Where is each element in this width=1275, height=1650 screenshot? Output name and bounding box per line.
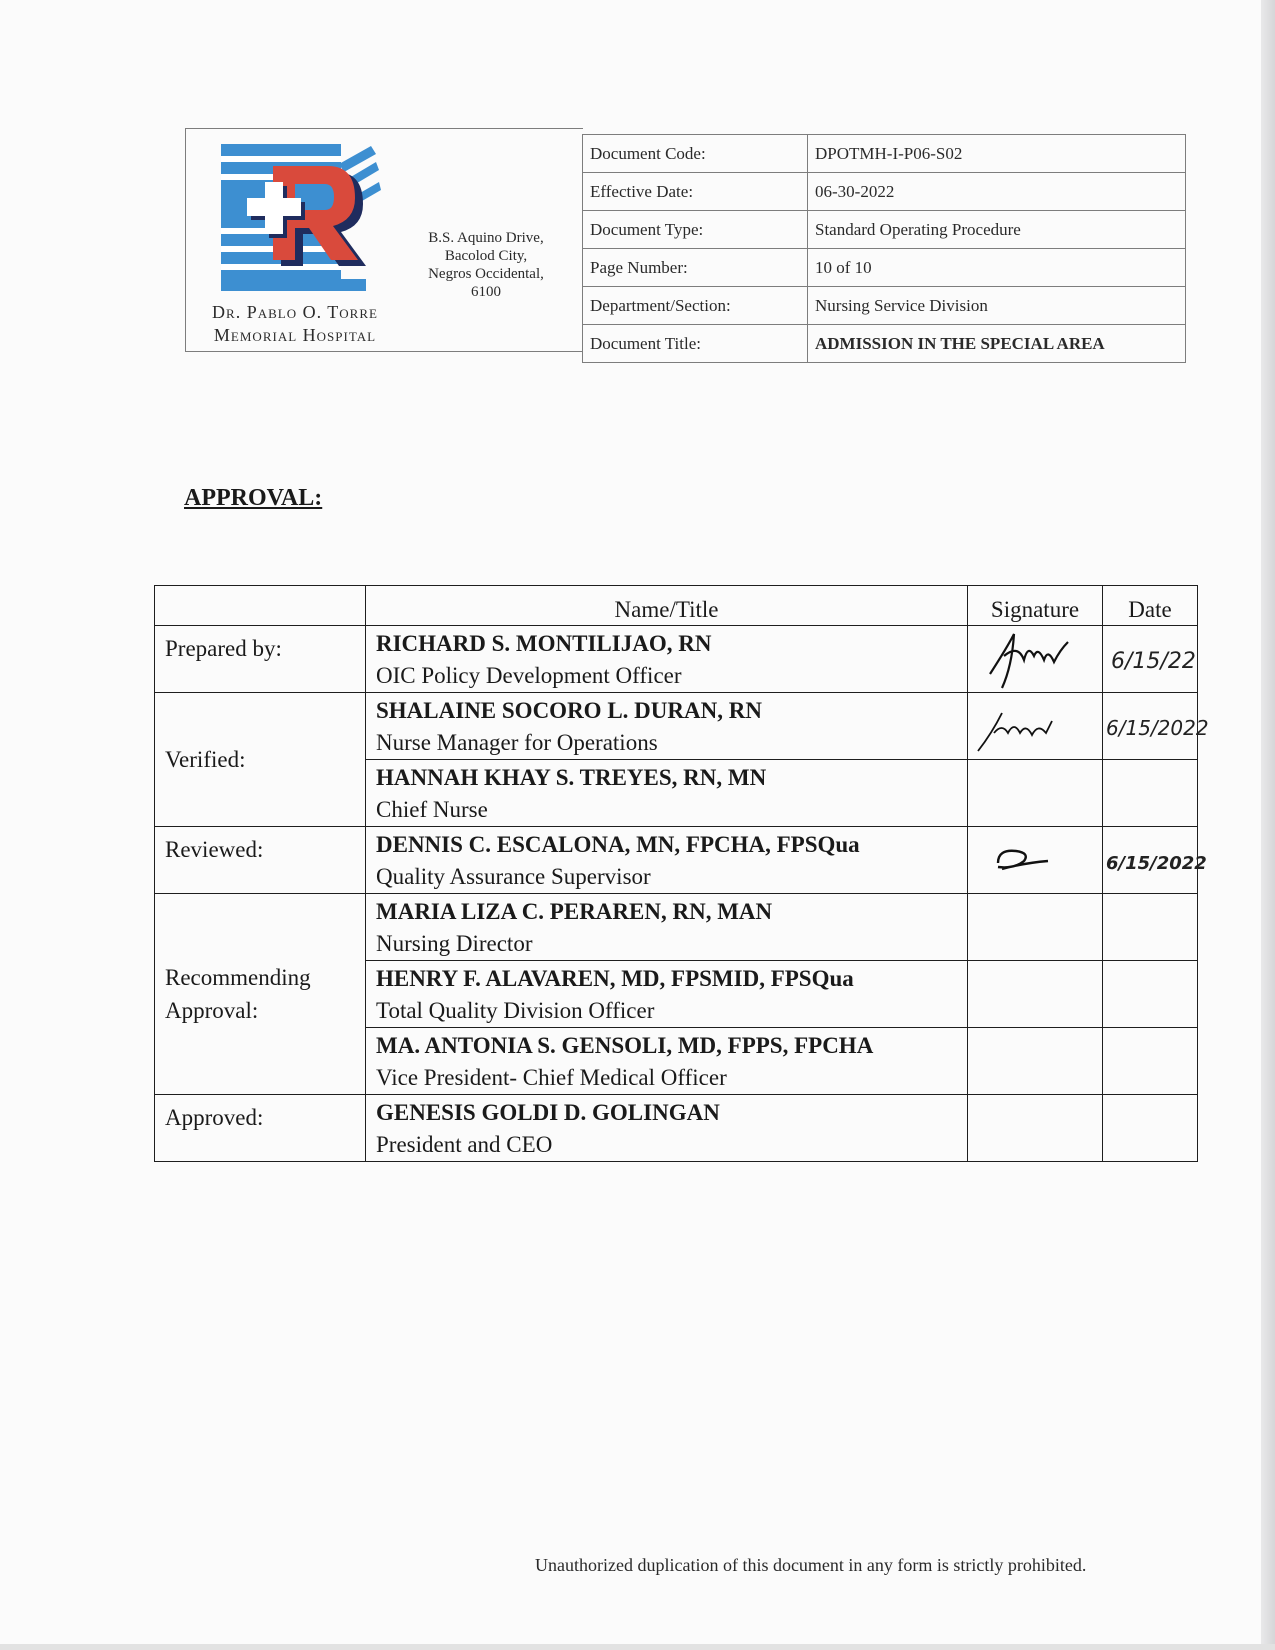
signature-cell: [968, 1028, 1103, 1095]
approval-header-row: [155, 586, 1198, 626]
person-title: Total Quality Division Officer: [376, 998, 655, 1023]
category-verified: Verified:: [155, 693, 366, 827]
signature-cell: [968, 693, 1103, 760]
date-text: 6/15/2022: [1106, 853, 1207, 874]
meta-value: 06-30-2022: [808, 173, 1186, 211]
table-row: [155, 693, 1198, 760]
date-cell: [1103, 1028, 1198, 1095]
person-name: RICHARD S. MONTILIJAO, RN: [376, 631, 712, 656]
category-prepared: Prepared by:: [155, 626, 366, 693]
address-line: B.S. Aquino Drive,: [428, 230, 544, 246]
date-cell: [1103, 827, 1207, 894]
date-header: Date: [1103, 586, 1198, 626]
table-row: [155, 1095, 1198, 1162]
person-name: DENNIS C. ESCALONA, MN, FPCHA, FPSQua: [376, 832, 860, 857]
meta-label: Effective Date:: [583, 173, 808, 211]
person-name: MARIA LIZA C. PERAREN, RN, MAN: [376, 899, 773, 924]
hospital-logo-icon: [221, 144, 381, 294]
person-title: Vice President- Chief Medical Officer: [376, 1065, 727, 1090]
handwritten-date: [1103, 626, 1198, 692]
meta-row: [583, 135, 1186, 173]
table-row: [155, 626, 1198, 693]
document-header-logo-cell: [185, 128, 583, 352]
person-title: President and CEO: [376, 1132, 553, 1157]
person-cell: [366, 961, 968, 1028]
meta-row: [583, 173, 1186, 211]
address-line: Bacolod City,: [444, 248, 528, 264]
category-recommending: [155, 894, 366, 1095]
signature-header: Signature: [968, 586, 1103, 626]
blank-header-cell: [155, 586, 366, 626]
signature-cell: [968, 760, 1103, 827]
signature-cell: [968, 827, 1103, 894]
table-row: [155, 894, 1198, 961]
handwritten-signature: [968, 827, 1103, 893]
person-name: SHALAINE SOCORO L. DURAN, RN: [376, 698, 762, 723]
date-cell: [1103, 961, 1198, 1028]
person-name: GENESIS GOLDI D. GOLINGAN: [376, 1100, 720, 1125]
date-text: 6/15/22: [1111, 649, 1196, 674]
person-title: Nurse Manager for Operations: [376, 730, 658, 755]
meta-label: Page Number:: [583, 249, 808, 287]
meta-value: Nursing Service Division: [808, 287, 1186, 325]
person-title: Nursing Director: [376, 931, 533, 956]
handwritten-signature: [968, 626, 1103, 692]
meta-row: [583, 249, 1186, 287]
hospital-address: [411, 229, 561, 301]
person-name: HANNAH KHAY S. TREYES, RN, MN: [376, 765, 767, 790]
date-cell: [1103, 1095, 1198, 1162]
meta-value: DPOTMH-I-P06-S02: [808, 135, 1186, 173]
approval-heading: APPROVAL:: [184, 485, 323, 511]
category-recommending-line1: Recommending: [165, 965, 311, 990]
address-line: 6100: [471, 284, 501, 300]
meta-value: 10 of 10: [808, 249, 1186, 287]
date-cell: [1103, 693, 1209, 760]
handwritten-date: [1103, 693, 1209, 759]
person-cell: [366, 1095, 968, 1162]
person-name: HENRY F. ALAVAREN, MD, FPSMID, FPSQua: [376, 966, 854, 991]
date-cell: [1103, 760, 1198, 827]
signature-cell: [968, 1095, 1103, 1162]
person-cell: [366, 693, 968, 760]
footer-notice: Unauthorized duplication of this document in any form is strictly prohibited.: [535, 1555, 1087, 1575]
meta-value: Standard Operating Procedure: [808, 211, 1186, 249]
person-cell: [366, 626, 968, 693]
page-bottom-edge: [0, 1644, 1275, 1650]
meta-row: [583, 211, 1186, 249]
person-cell: [366, 1028, 968, 1095]
approval-table: [154, 585, 1209, 1162]
category-approved: Approved:: [155, 1095, 366, 1162]
date-cell: [1103, 626, 1198, 693]
meta-label: Document Code:: [583, 135, 808, 173]
meta-label: Document Type:: [583, 211, 808, 249]
handwritten-signature: [968, 693, 1103, 759]
person-title: Chief Nurse: [376, 797, 488, 822]
hospital-name: Dr. Pablo O. Torre Memorial Hospital: [212, 302, 378, 345]
category-reviewed: Reviewed:: [155, 827, 366, 894]
person-title: Quality Assurance Supervisor: [376, 864, 651, 889]
person-cell: [366, 827, 968, 894]
signature-cell: [968, 894, 1103, 961]
person-cell: [366, 894, 968, 961]
date-cell: [1103, 894, 1198, 961]
category-recommending-line2: Approval:: [165, 998, 259, 1023]
name-title-header: Name/Title: [366, 586, 968, 626]
signature-cell: [968, 626, 1103, 693]
document-metadata-table: [582, 134, 1186, 363]
meta-row: [583, 325, 1186, 363]
person-cell: [366, 760, 968, 827]
person-title: OIC Policy Development Officer: [376, 663, 682, 688]
meta-row: [583, 287, 1186, 325]
table-row: [155, 827, 1198, 894]
meta-label: Document Title:: [583, 325, 808, 363]
page-edge: [1261, 0, 1275, 1650]
signature-cell: [968, 961, 1103, 1028]
date-text: 6/15/2022: [1106, 716, 1209, 740]
person-name: MA. ANTONIA S. GENSOLI, MD, FPPS, FPCHA: [376, 1033, 874, 1058]
document-title: ADMISSION IN THE SPECIAL AREA: [808, 325, 1186, 363]
address-line: Negros Occidental,: [428, 266, 544, 282]
meta-label: Department/Section:: [583, 287, 808, 325]
handwritten-date: [1103, 827, 1207, 893]
